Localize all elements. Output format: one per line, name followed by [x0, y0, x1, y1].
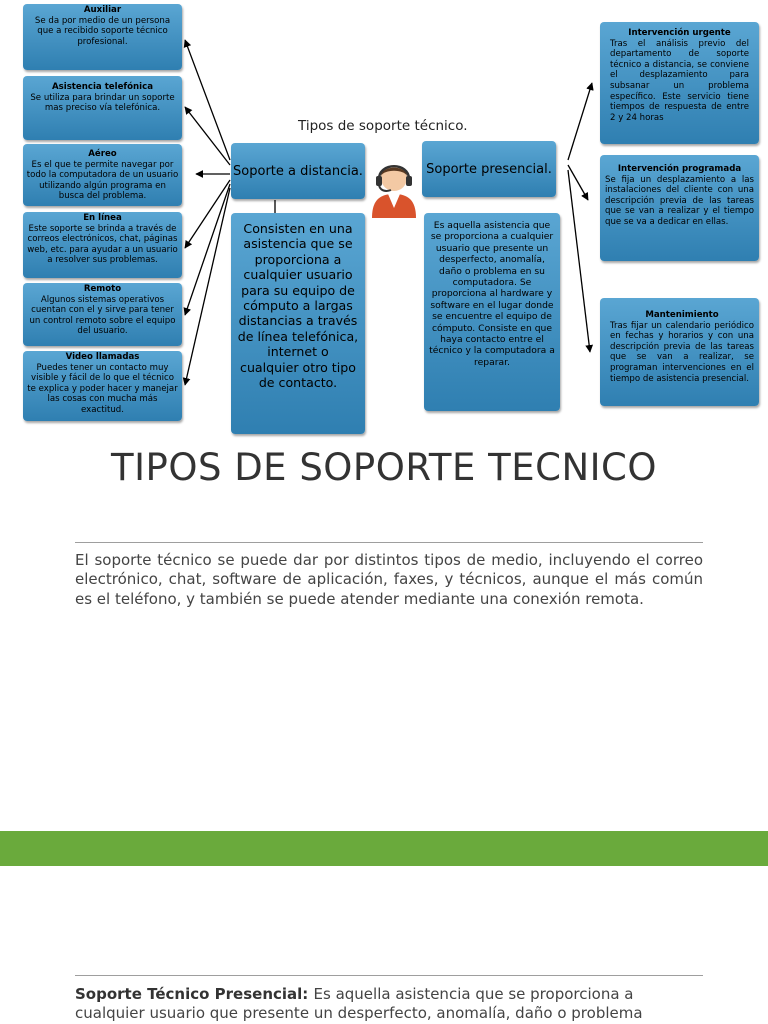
left-box-title: Asistencia telefónica: [51, 82, 154, 92]
left-box-aereo: [23, 144, 182, 206]
left-box-text: Algunos sistemas operativos cuentan con el y sirve para tener un control remoto sobre el equipo del usuario.: [29, 294, 176, 337]
arrow-to-asistencia-telefonica: [185, 107, 230, 165]
left-box-asistencia-telefonica: [23, 76, 182, 140]
divider-top: [75, 542, 703, 543]
second-section-label: Soporte Técnico Presencial:: [75, 985, 314, 1003]
left-box-text: Es el que te permite navegar por todo la computadora de un usuario utilizando algún programa en busca del problema.: [26, 159, 179, 202]
left-box-text: Este soporte se brinda a través de correos electrónicos, chat, páginas web, etc. para ayudar a un usuario a resolver sus problemas.: [27, 223, 178, 266]
left-box-title: En línea: [83, 213, 122, 223]
left-box-text: Se da por medio de un persona que a recibido soporte técnico profesional.: [34, 15, 171, 47]
center-right-desc: Es aquella asistencia que se proporciona a cualquier usuario que presente un desperfecto, anomalía, daño o problema en su computadora. Se proporciona al hardware y software en el lugar donde se encuentre el equipo de cómputo. Consiste en que haya contacto entre el técnico y la computadora a reparar.: [424, 213, 560, 411]
right-box-intervencion-programada: [600, 155, 759, 261]
right-box-title: Intervención programada: [617, 164, 742, 174]
divider-bottom: [75, 975, 703, 976]
main-title: TIPOS DE SOPORTE TECNICO: [111, 446, 657, 489]
left-box-en-linea: [23, 212, 182, 278]
center-left-desc: Consisten en una asistencia que se proporciona a cualquier usuario para su equipo de cómputo a largas distancias a través de línea telefónica, internet o cualquier otro tipo de contacto.: [231, 213, 365, 434]
technician-headset-icon: [366, 156, 422, 218]
center-left-label: Soporte a distancia.: [231, 143, 365, 199]
intro-paragraph: El soporte técnico se puede dar por distintos tipos de medio, incluyendo el correo electrónico, chat, software de aplicación, faxes, y técnicos, aunque el más común es el teléfono, y también se puede atender mediante una conexión remota.: [75, 551, 703, 608]
left-box-text: Puedes tener un contacto muy visible y fácil de lo que el técnico te explica y poder hacer y manejar las cosas con mucha más exactitud.: [27, 362, 178, 415]
right-box-title: Intervención urgente: [628, 28, 731, 38]
left-box-video-llamadas: [23, 351, 182, 421]
arrow-to-intervencion-urgente: [568, 83, 592, 160]
left-box-title: Auxiliar: [83, 5, 122, 15]
left-box-text: Se utiliza para brindar un soporte mas preciso vía telefónica.: [30, 92, 175, 114]
arrow-to-remoto: [185, 184, 230, 315]
right-box-text: Tras el análisis previo del departamento de soporte técnico a distancia, se conviene el desplazamiento para subsanar un problema específico. Este servicio tiene tiempos de respuesta de entre 2 y 24 horas: [610, 38, 749, 123]
center-right-label: Soporte presencial.: [422, 141, 556, 197]
right-box-text: Se fija un desplazamiento a las instalaciones del cliente con una descripción previa de las tareas que se van a realizar y el tiempo que se va a dedicar en ellas.: [605, 174, 754, 227]
left-box-title: Video llamadas: [65, 352, 140, 362]
diagram-title: Tipos de soporte técnico.: [298, 118, 468, 134]
right-box-mantenimiento: [600, 298, 759, 406]
right-box-intervencion-urgente: [600, 22, 759, 144]
arrow-to-auxiliar: [185, 40, 230, 160]
left-box-auxiliar: [23, 4, 182, 70]
arrow-to-video-llamadas: [185, 188, 230, 385]
arrow-to-en-linea: [185, 180, 230, 248]
green-band: [0, 831, 768, 866]
second-section-text: Es aquella asistencia que se proporciona a cualquier usuario que presente un desperfecto, anomalía, daño o problema: [75, 985, 643, 1022]
second-section-paragraph: [75, 985, 703, 1023]
left-box-remoto: [23, 283, 182, 346]
left-box-title: Aéreo: [88, 149, 117, 159]
right-box-title: Mantenimiento: [645, 310, 719, 320]
right-box-text: Tras fijar un calendario periódico en fechas y horarios y con una descripción previa de las tareas que se van a realizar, se programan intervenciones en el tiempo de asistencia presencial.: [610, 320, 754, 384]
left-box-title: Remoto: [83, 284, 122, 294]
